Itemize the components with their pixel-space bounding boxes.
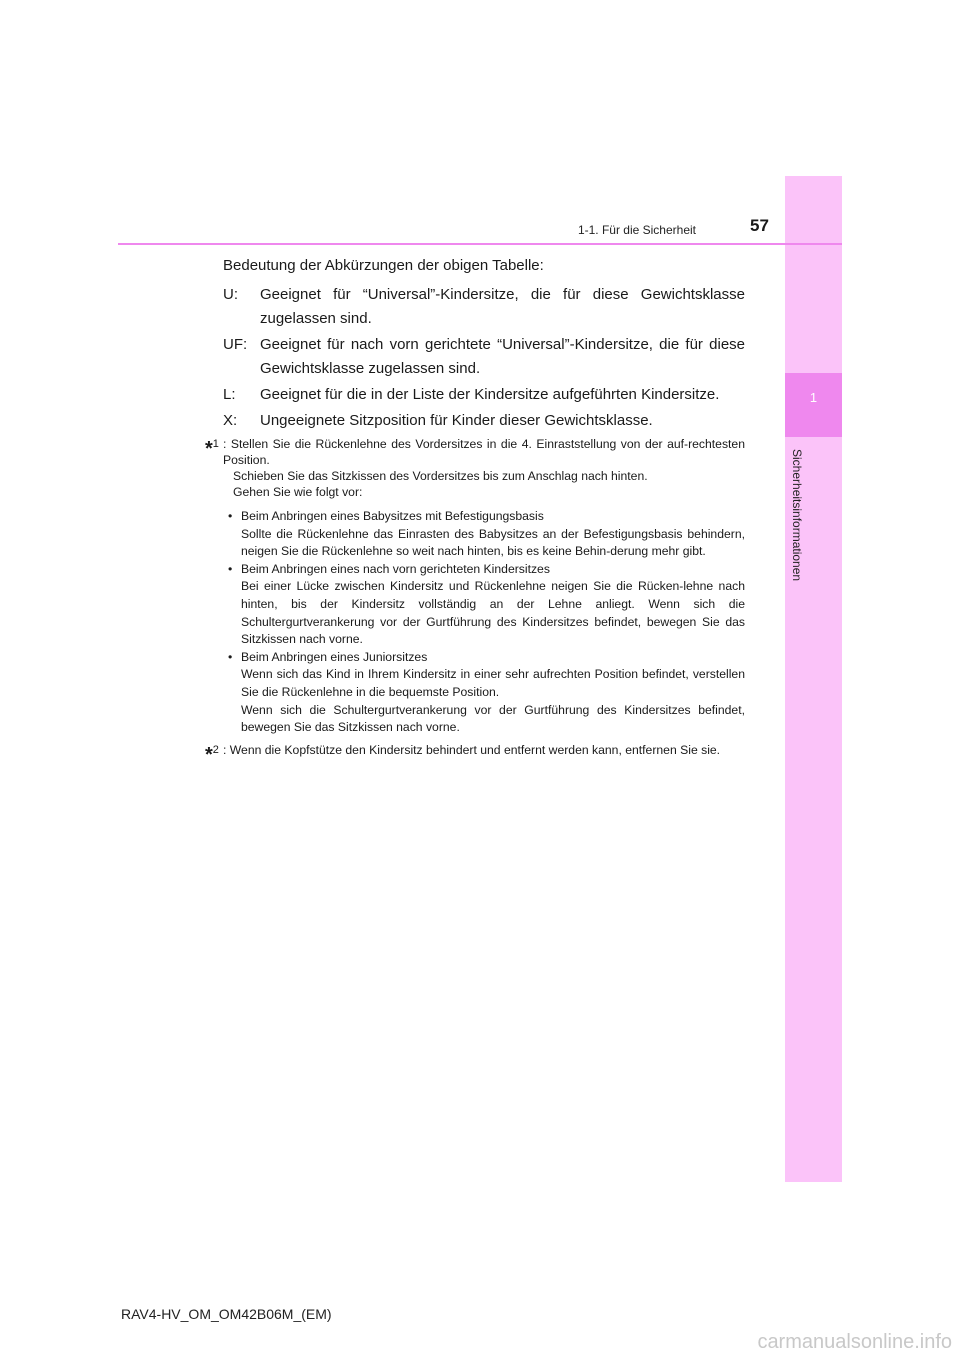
bullet-icon: •	[228, 561, 233, 576]
abbreviation-item	[223, 409, 745, 433]
abbreviation-definition: Geeignet für nach vorn gerichtete “Universal”-Kindersitze, die für diese Gewichtsklasse zugelassen sind.	[260, 336, 745, 377]
list-item	[228, 508, 745, 561]
bullet-icon: •	[228, 649, 233, 664]
chapter-number-tab[interactable]	[785, 373, 842, 437]
list-item-text: Wenn sich die Schultergurtverankerung vor der Gurtführung des Kindersitzes befindet, bewegen Sie das Sitzkissen nach vorne.	[241, 702, 745, 735]
abbreviation-key: L:	[223, 386, 236, 403]
abbreviation-key: X:	[223, 412, 238, 429]
abbreviation-key: UF:	[223, 336, 248, 353]
footnote-body	[223, 436, 745, 737]
list-item	[228, 649, 745, 737]
header-divider	[118, 243, 842, 245]
footnote-star: *	[205, 743, 213, 766]
abbreviations-intro: Bedeutung der Abkürzungen der obigen Tabelle:	[223, 257, 544, 274]
model-code: RAV4-HV_OM_OM42B06M_(EM)	[121, 1306, 332, 1322]
footnote-line: : Stellen Sie die Rückenlehne des Vordersitzes in die 4. Einraststellung von der auf-rechtesten Position.	[223, 437, 745, 467]
footnote-line: : Wenn die Kopfstütze den Kindersitz behindert und entfernt werden kann, entfernen Sie sie.	[223, 742, 721, 757]
abbreviation-item	[223, 333, 745, 381]
bullet-icon: •	[228, 509, 233, 523]
list-item	[228, 561, 745, 649]
abbreviation-key: U:	[223, 286, 238, 303]
abbreviation-item	[223, 283, 745, 331]
list-item-text: Wenn sich das Kind in Ihrem Kindersitz in einer sehr aufrechten Position befindet, verstellen Sie die Rückenlehne in die bequemste Position.	[241, 667, 745, 699]
list-item-text: Bei einer Lücke zwischen Kindersitz und Rückenlehne neigen Sie die Rücken-lehne nach hinten, bis der Kindersitz vollständig an der Lehne anliegt. Wenn sich die Schultergurtverankerung vor der Gurtführung des Kindersitzes befindet, bewegen Sie das Sitzkissen nach vorne.	[241, 579, 745, 647]
footnote-1	[205, 436, 745, 737]
list-item-text: Sollte die Rückenlehne das Einrasten des Babysitzes an der Befestigungsbasis behindern, neigen Sie die Rückenlehne so weit nach hinten, bis es keine Behin-derung mehr gibt.	[241, 526, 745, 559]
abbreviation-definition: Geeignet für die in der Liste der Kindersitze aufgeführten Kindersitze.	[260, 386, 720, 403]
footnote-body	[223, 742, 745, 763]
list-item-title: Beim Anbringen eines Juniorsitzes	[241, 649, 428, 664]
procedure-list	[228, 508, 745, 737]
footnote-number: 2	[212, 743, 219, 756]
section-title: 1-1. Für die Sicherheit	[577, 223, 696, 237]
abbreviation-item	[223, 383, 745, 407]
footnote-line: Schieben Sie das Sitzkissen des Vordersitzes bis zum Anschlag nach hinten.	[233, 469, 648, 483]
abbreviation-definition: Geeignet für “Universal”-Kindersitze, die für diese Gewichtsklasse zugelassen sind.	[260, 286, 745, 327]
footnote-number: 1	[212, 438, 219, 450]
footnote-star: *	[205, 438, 213, 460]
chapter-number: 1	[809, 390, 818, 405]
footnote-line: Gehen Sie wie folgt vor:	[233, 485, 363, 499]
chapter-title: Sicherheitsinformationen	[790, 448, 804, 582]
watermark: carmanualsonline.info	[757, 1331, 952, 1353]
footnote-2	[205, 742, 745, 766]
page-number: 57	[750, 216, 769, 235]
page-content	[205, 256, 745, 766]
abbreviation-definition: Ungeeignete Sitzposition für Kinder dieser Gewichtsklasse.	[260, 412, 653, 429]
list-item-title: Beim Anbringen eines nach vorn gerichteten Kindersitzes	[241, 561, 550, 576]
list-item-title: Beim Anbringen eines Babysitzes mit Befestigungsbasis	[241, 509, 544, 523]
chapter-side-tab	[785, 176, 842, 1182]
